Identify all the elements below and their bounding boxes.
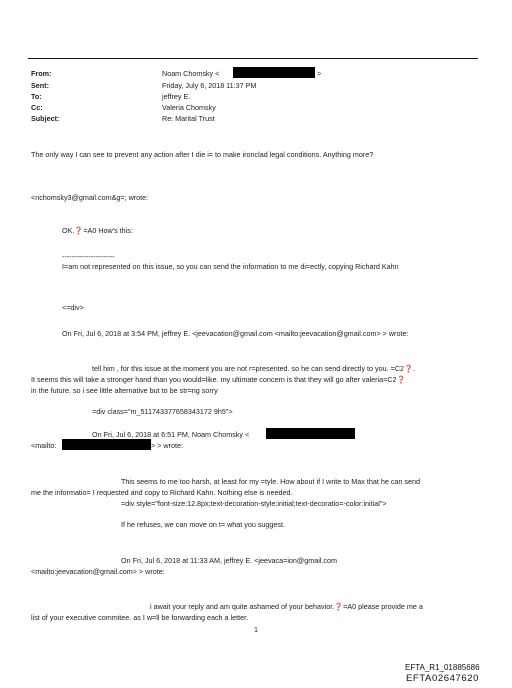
body-line: =div class="m_511743377658343172 9h5">	[92, 407, 233, 416]
body-line: The only way I can see to prevent any action after I die i= to make ironclad legal conditions. Anything more?	[31, 150, 374, 159]
body-line: i await your reply and am quite ashamed of your behavior.❓=A0 please provide me a	[150, 602, 423, 611]
subject-value: Re: Marital Trust	[162, 114, 215, 123]
sent-value: Friday, July 6, 2018 11:37 PM	[162, 81, 257, 90]
body-line: It seems this will take a stronger hand than you would=like. my ultimate concern is that they will go after valeria=C2❓	[31, 375, 406, 384]
body-line: <nchomsky3@gmail.com&g=; wrote:	[31, 193, 149, 202]
redaction-box	[62, 439, 151, 450]
body-line: <=div>	[62, 303, 84, 312]
body-line: in the future. so i see little alternative but to be str=ng sorry	[31, 386, 218, 395]
body-line: I=am not represented on this issue, so you can send the information to me di=ectly, copying Richard Kahn	[62, 262, 399, 271]
from-value-tail: >	[317, 69, 322, 78]
redaction-box	[233, 67, 315, 78]
from-value: Noam Chomsky <	[162, 69, 220, 78]
document-id-small: EFTA_R1_01885686	[405, 663, 480, 672]
body-line: <mailto:	[31, 441, 57, 450]
cc-value: Valeria Chomsky	[162, 103, 216, 112]
subject-label: Subject:	[31, 114, 60, 123]
header-top-rule	[28, 58, 478, 59]
page-number: 1	[254, 625, 258, 634]
quote-header: On Fri, Jul 6, 2018 at 6:51 PM, Noam Chomsky <	[92, 430, 250, 439]
body-line: me the informatio= I requested and copy to Richard Kahn. Nothing else is needed.	[31, 488, 293, 497]
body-line: This seems to me too harsh, at least for my =tyle. How about if I write to Max that he can send	[121, 477, 421, 486]
body-line: =div style="font-size:12.8px;text-decoration-style:initial;text-decoratio=-color:initial">	[121, 499, 387, 508]
to-value: jeffrey E.	[162, 92, 191, 101]
body-line: If he refuses, we can move on t= what you suggest.	[121, 520, 286, 529]
from-label: From:	[31, 69, 52, 78]
quote-header: On Fri, Jul 6, 2018 at 11:33 AM, jeffrey E. <jeevaca=ion@gmail.com	[121, 556, 337, 565]
body-line: OK.❓=A0 How's this:	[62, 226, 133, 235]
to-label: To:	[31, 92, 42, 101]
body-line: list of your executive commitee. as I w=ll be forwarding each a letter.	[31, 613, 249, 622]
body-line: > > wrote:	[151, 441, 183, 450]
redaction-box	[266, 428, 355, 439]
document-id-large: EFTA02647620	[406, 673, 480, 684]
sent-label: Sent:	[31, 81, 49, 90]
body-line: <mailto:jeevacation@gmail.com> > wrote:	[31, 567, 165, 576]
body-separator: ----------------------	[62, 252, 115, 261]
quote-header: On Fri, Jul 6, 2018 at 3:54 PM, jeffrey E. <jeevacation@gmail.com <mailto:jeevacation@gmail.com> > wrote:	[62, 329, 409, 338]
cc-label: Cc:	[31, 103, 43, 112]
body-line: tell him , for this issue at the moment you are not r=presented. so he can send directly to you. =C2❓.	[92, 364, 415, 373]
